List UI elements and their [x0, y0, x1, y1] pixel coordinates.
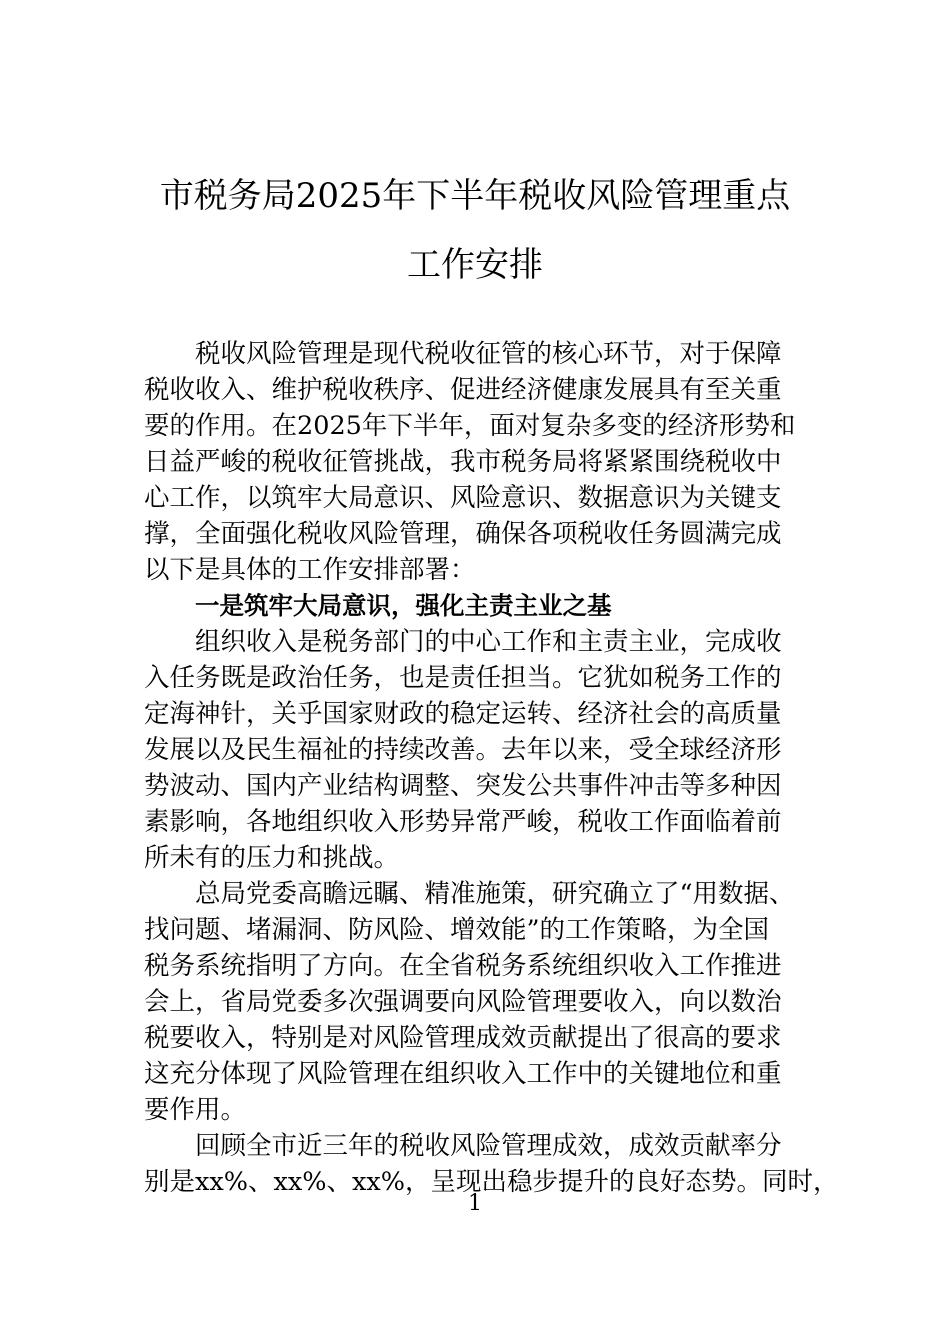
paragraph-3-line-4: 会上，省局党委多次强调要向风险管理要收入，向以数治: [144, 987, 782, 1017]
paragraph-1-line-1: 税收风险管理是现代税收征管的核心环节，对于保障: [195, 339, 782, 369]
page-number: 1: [468, 1191, 482, 1216]
paragraph-2-line-7: 所未有的压力和挑战。: [144, 843, 400, 873]
paragraph-3-line-7: 要作用。: [144, 1095, 247, 1125]
paragraph-2-line-6: 素影响，各地组织收入形势异常严峻，税收工作面临着前: [144, 807, 782, 837]
paragraph-3-line-3: 税务系统指明了方向。在全省税务系统组织收入工作推进: [144, 951, 782, 981]
paragraph-1-line-7: 以下是具体的工作安排部署：: [144, 555, 476, 585]
paragraph-3-line-5: 税要收入，特别是对风险管理成效贡献提出了很高的要求: [144, 1023, 782, 1053]
paragraph-1-line-4: 日益严峻的税收征管挑战，我市税务局将紧紧围绕税收中: [144, 447, 782, 477]
document-title-line-1: 市税务局2025年下半年税收风险管理重点: [159, 176, 791, 216]
paragraph-4-line-2: 别是xx%、xx%、xx%，呈现出稳步提升的良好态势。同时，: [144, 1167, 839, 1197]
paragraph-3-line-6: 这充分体现了风险管理在组织收入工作中的关键地位和重: [144, 1059, 782, 1089]
paragraph-1-line-2: 税收收入、维护税收秩序、促进经济健康发展具有至关重: [144, 375, 782, 405]
document-title-line-2: 工作安排: [407, 245, 543, 285]
paragraph-2-line-1: 组织收入是税务部门的中心工作和主责主业，完成收: [195, 627, 782, 657]
paragraph-2-line-2: 入任务既是政治任务，也是责任担当。它犹如税务工作的: [144, 663, 782, 693]
paragraph-2-line-4: 发展以及民生福祉的持续改善。去年以来，受全球经济形: [144, 735, 782, 765]
paragraph-4-line-1: 回顾全市近三年的税收风险管理成效，成效贡献率分: [195, 1131, 782, 1161]
paragraph-1-line-5: 心工作，以筑牢大局意识、风险意识、数据意识为关键支: [144, 483, 782, 513]
section-heading-1: 一是筑牢大局意识，强化主责主业之基: [195, 591, 612, 620]
paragraph-2-line-3: 定海神针，关乎国家财政的稳定运转、经济社会的高质量: [144, 699, 782, 729]
paragraph-3-line-2: 找问题、堵漏洞、防风险、增效能”的工作策略，为全国: [144, 915, 770, 945]
document-body: [144, 336, 839, 1200]
paragraph-2-line-5: 势波动、国内产业结构调整、突发公共事件冲击等多种因: [144, 771, 782, 801]
paragraph-1-line-6: 撑，全面强化税收风险管理，确保各项税收任务圆满完成: [144, 519, 782, 549]
paragraph-3-line-1: 总局党委高瞻远瞩、精准施策，研究确立了“用数据、: [195, 879, 795, 909]
paragraph-1-line-3: 要的作用。在2025年下半年，面对复杂多变的经济形势和: [144, 411, 796, 441]
